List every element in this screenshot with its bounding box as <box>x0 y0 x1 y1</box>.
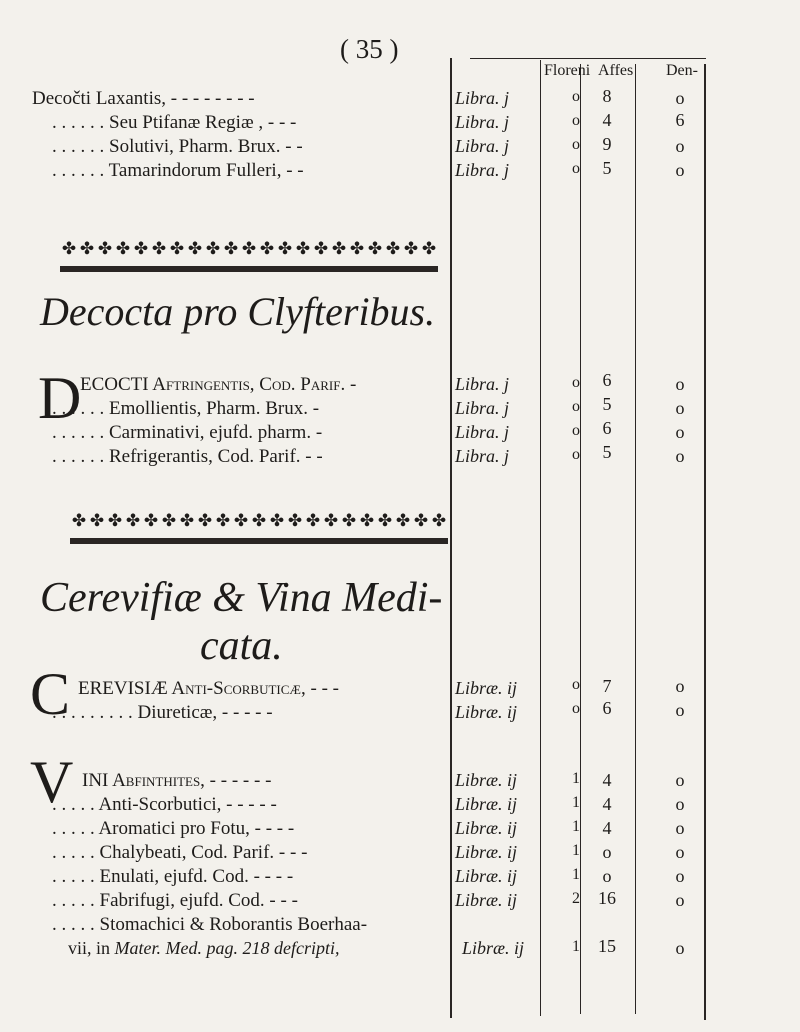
ornament-glyph: ✤ <box>250 512 268 544</box>
entry-unit: Libra. j <box>455 160 510 180</box>
entry-unit: Libræ. ij <box>455 794 518 814</box>
entry-asses: 4 <box>602 818 612 838</box>
drop-capital: C <box>30 661 71 727</box>
entry-unit: Libra. j <box>455 112 510 132</box>
ornament-glyph: ✤ <box>214 512 232 544</box>
entry-unit: Libræ. ij <box>462 938 525 958</box>
entry-asses: 5 <box>602 442 612 462</box>
entry-asses: 7 <box>602 676 612 696</box>
entry-den: o <box>675 890 685 910</box>
entry-asses: 4 <box>602 794 612 814</box>
ornament-glyph: ✤ <box>178 512 196 544</box>
ornament-glyph: ✤ <box>240 240 258 272</box>
entry-asses: 6 <box>602 418 612 438</box>
entry-den: o <box>675 842 685 862</box>
ornament-glyph: ✤ <box>60 240 78 272</box>
entry-unit: Libræ. ij <box>455 818 518 838</box>
entry-floreni: o <box>572 88 580 105</box>
column-header-asses: Affes <box>598 62 634 79</box>
entry-floreni: o <box>572 676 580 693</box>
ornament-glyph: ✤ <box>312 240 330 272</box>
entry-name: EREVISIÆ Anti-Scorbuticæ, - - - <box>78 678 339 699</box>
entry-den: o <box>675 866 685 886</box>
ornament-glyph: ✤ <box>222 240 240 272</box>
section-title: Decocta pro Clyfteribus. <box>40 289 436 334</box>
ornament-band <box>60 240 438 272</box>
entry-floreni: 1 <box>572 866 580 883</box>
ornament-glyph: ✤ <box>322 512 340 544</box>
entry-unit: Libræ. ij <box>455 866 518 886</box>
entry-unit: Libra. j <box>455 88 510 108</box>
section-title: Cerevifiæ & Vina Medi- <box>40 575 443 621</box>
entry-name: . . . . . . Carminativi, ejufd. pharm. - <box>52 422 323 443</box>
drop-capital: D <box>38 365 82 431</box>
entry-floreni: o <box>572 160 580 177</box>
entry-floreni: 2 <box>572 890 580 907</box>
entry-floreni: 1 <box>572 818 580 835</box>
entry-unit: Libræ. ij <box>455 702 518 722</box>
entry-unit: Libra. j <box>455 422 510 442</box>
entry-name: . . . . . . Tamarindorum Fulleri, - - <box>52 160 304 181</box>
entry-floreni: o <box>572 136 580 153</box>
entry-asses: 4 <box>602 110 612 130</box>
entry-name: ECOCTI Aftringentis, Cod. Parif. - <box>80 374 357 395</box>
ornament-glyph: ✤ <box>420 240 438 272</box>
entry-unit: Libræ. ij <box>455 842 518 862</box>
ornament-glyph: ✤ <box>376 512 394 544</box>
entry-asses: 6 <box>602 370 612 390</box>
entry-asses: o <box>602 842 612 862</box>
entry-den: o <box>675 770 685 790</box>
entry-asses: 4 <box>602 770 612 790</box>
citation: Mater. Med. pag. 218 defcripti, <box>114 938 340 958</box>
entry-name: INI Abfinthites, - - - - - - <box>82 770 272 791</box>
ornament-glyph: ✤ <box>142 512 160 544</box>
entry-asses: 6 <box>602 698 612 718</box>
entry-name: . . . . . . . . . Diureticæ, - - - - - <box>52 702 273 723</box>
ornament-glyph: ✤ <box>402 240 420 272</box>
ornament-band <box>70 512 448 544</box>
entry-name-continuation: vii, in Mater. Med. pag. 218 defcripti, <box>68 938 340 958</box>
entry-asses: 5 <box>602 158 612 178</box>
column-header-floreni: Floreni <box>544 62 591 79</box>
ornament-glyph: ✤ <box>114 240 132 272</box>
entry-den: o <box>675 794 685 814</box>
ornament-glyph: ✤ <box>330 240 348 272</box>
ornament-glyph: ✤ <box>78 240 96 272</box>
entry-floreni: o <box>572 446 580 463</box>
entry-name: . . . . . . Refrigerantis, Cod. Parif. - - <box>52 446 323 467</box>
ornament-glyph: ✤ <box>232 512 250 544</box>
entry-den: o <box>675 136 685 156</box>
entry-name: . . . . . Stomachici & Roborantis Boerhaa- <box>52 914 368 935</box>
entry-asses: 16 <box>598 888 616 908</box>
ornament-glyph: ✤ <box>204 240 222 272</box>
ornament-glyph: ✤ <box>430 512 448 544</box>
column-rule <box>704 64 706 1020</box>
entry-unit: Libræ. ij <box>455 678 518 698</box>
entry-unit: Libra. j <box>455 374 510 394</box>
ornament-glyph: ✤ <box>294 240 312 272</box>
entry-asses: 15 <box>598 936 616 956</box>
entry-den: o <box>675 938 685 958</box>
entry-unit: Libra. j <box>455 136 510 156</box>
entry-den: o <box>675 676 685 696</box>
ornament-glyph: ✤ <box>394 512 412 544</box>
entry-unit: Libræ. ij <box>455 890 518 910</box>
entry-asses: o <box>602 866 612 886</box>
ornament-glyph: ✤ <box>160 512 178 544</box>
entry-floreni: 1 <box>572 842 580 859</box>
entry-floreni: 1 <box>572 770 580 787</box>
entry-name: . . . . . Aromatici pro Fotu, - - - - <box>52 818 295 839</box>
ornament-glyph: ✤ <box>132 240 150 272</box>
entry-unit: Libra. j <box>455 398 510 418</box>
column-rule <box>540 60 541 1016</box>
entry-den: o <box>675 422 685 442</box>
entry-asses: 8 <box>602 86 612 106</box>
entry-den: o <box>675 446 685 466</box>
ornament-glyph: ✤ <box>276 240 294 272</box>
ornament-glyph: ✤ <box>358 512 376 544</box>
ornament-glyph: ✤ <box>88 512 106 544</box>
column-rule <box>450 58 452 1018</box>
ornament-glyph: ✤ <box>186 240 204 272</box>
entry-floreni: o <box>572 422 580 439</box>
entry-den: o <box>675 818 685 838</box>
ornament-glyph: ✤ <box>168 240 186 272</box>
entry-unit: Libræ. ij <box>455 770 518 790</box>
section-title-continuation: cata. <box>200 623 283 669</box>
entry-floreni: o <box>572 374 580 391</box>
entry-name: . . . . . Enulati, ejufd. Cod. - - - - <box>52 866 294 887</box>
entry-asses: 5 <box>602 394 612 414</box>
entry-den: o <box>675 398 685 418</box>
ornament-glyph: ✤ <box>150 240 168 272</box>
ornament-glyph: ✤ <box>124 512 142 544</box>
entry-floreni: o <box>572 398 580 415</box>
ornament-glyph: ✤ <box>70 512 88 544</box>
entry-floreni: o <box>572 112 580 129</box>
entry-name: . . . . . . Solutivi, Pharm. Brux. - - <box>52 136 303 157</box>
ornament-glyph: ✤ <box>196 512 214 544</box>
ornament-glyph: ✤ <box>106 512 124 544</box>
ornament-glyph: ✤ <box>96 240 114 272</box>
ornament-glyph: ✤ <box>348 240 366 272</box>
entry-den: o <box>675 374 685 394</box>
entry-floreni: o <box>572 700 580 717</box>
entry-unit: Libra. j <box>455 446 510 466</box>
ornament-glyph: ✤ <box>258 240 276 272</box>
column-header-den: Den- <box>666 62 698 79</box>
ornament-glyph: ✤ <box>286 512 304 544</box>
ornament-glyph: ✤ <box>268 512 286 544</box>
drop-capital: V <box>30 749 74 815</box>
entry-den: o <box>675 88 685 108</box>
ornament-glyph: ✤ <box>366 240 384 272</box>
entry-name: . . . . . . Seu Ptifanæ Regiæ , - - - <box>52 112 297 133</box>
ornament-glyph: ✤ <box>412 512 430 544</box>
entry-floreni: 1 <box>572 794 580 811</box>
column-rule <box>635 64 636 1014</box>
top-rule <box>470 58 706 59</box>
entry-asses: 9 <box>602 134 612 154</box>
ornament-glyph: ✤ <box>384 240 402 272</box>
entry-name: . . . . . . Emollientis, Pharm. Brux. - <box>52 398 320 419</box>
entry-name: . . . . . Fabrifugi, ejufd. Cod. - - - <box>52 890 298 911</box>
entry-name: Decočti Laxantis, - - - - - - - - <box>32 88 255 109</box>
entry-den: o <box>675 700 685 720</box>
entry-den: 6 <box>675 110 685 130</box>
ornament-glyph: ✤ <box>340 512 358 544</box>
ornament-glyph: ✤ <box>304 512 322 544</box>
page-number: ( 35 ) <box>340 34 399 64</box>
entry-name: . . . . . Anti-Scorbutici, - - - - - <box>52 794 277 815</box>
entry-den: o <box>675 160 685 180</box>
entry-name: . . . . . Chalybeati, Cod. Parif. - - - <box>52 842 308 863</box>
entry-floreni: 1 <box>572 938 580 955</box>
